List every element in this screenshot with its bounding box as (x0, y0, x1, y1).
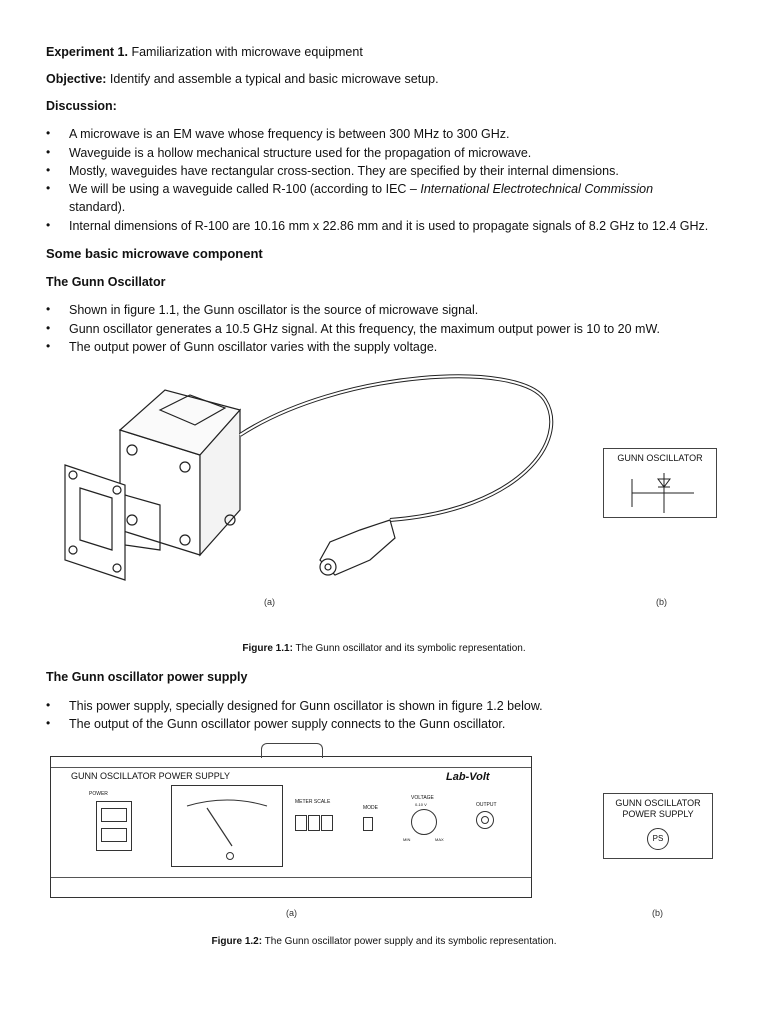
figure-1-1-label-a: (a) (264, 597, 275, 607)
gunn-bullet-2: Gunn oscillator generates a 10.5 GHz signal. At this frequency, the maximum output power is 10 to 20 mW. (69, 322, 661, 336)
discussion-bullet-4 (69, 181, 653, 197)
psu-symbol-ps: PS (647, 828, 669, 850)
scale-button-2 (308, 815, 320, 831)
objective-label: Objective: (46, 72, 107, 86)
power-label: POWER (89, 791, 108, 797)
discussion-bullet-5: Internal dimensions of R-100 are 10.16 mm x 22.86 mm and it is used to propagate signals of 8.2 GHz to 12.4 GHz. (69, 219, 709, 233)
mode-switch (363, 817, 373, 831)
discussion-bullet-1: A microwave is an EM wave whose frequency is between 300 MHz to 300 GHz. (69, 127, 510, 141)
gunn-diode-symbol-icon (624, 467, 704, 513)
panel-bottom-rule (51, 877, 531, 878)
bullet-marker: • (46, 145, 51, 159)
bullet-marker: • (46, 321, 51, 335)
bullet-marker: • (46, 181, 51, 195)
discussion-bullet-4-text: We will be using a waveguide called R-100 (according to IEC – (69, 182, 421, 196)
gunn-symbol-label: GUNN OSCILLATOR (617, 453, 703, 463)
mode-label: MODE (363, 805, 378, 811)
meter-scale-label: METER SCALE (295, 799, 331, 805)
figure-1-2-caption-label: Figure 1.2: (211, 936, 263, 947)
bullet-marker: • (46, 716, 51, 730)
discussion-bullet-4-italic: International Electrotechnical Commission (420, 182, 654, 196)
figure-1-2-label-b: (b) (652, 908, 663, 918)
gunn-oscillator-symbol (603, 448, 717, 518)
output-label: OUTPUT (476, 802, 497, 808)
figure-1-2-caption-text: The Gunn oscillator power supply and its symbolic representation. (262, 936, 557, 947)
figure-1-2-caption (0, 936, 768, 947)
experiment-title (46, 44, 363, 60)
figure-1-1-caption-label: Figure 1.1: (242, 643, 293, 654)
experiment-name: Familiarization with microwave equipment (131, 45, 363, 59)
discussion-bullet-4-continuation: standard). (69, 200, 126, 214)
gunn-oscillator-drawing (40, 370, 600, 590)
psu-bullet-1: This power supply, specially designed for Gunn oscillator is shown in figure 1.2 below. (69, 699, 543, 713)
output-connector (476, 811, 494, 829)
meter-needle-icon (172, 786, 282, 866)
figure-1-1-label-b: (b) (656, 597, 667, 607)
power-supply-panel (50, 756, 532, 898)
bullet-marker: • (46, 302, 51, 316)
panel-handle (261, 743, 323, 758)
figure-1-2-label-a: (a) (286, 908, 297, 918)
brand-logo: Lab-Volt (446, 771, 490, 783)
discussion-heading: Discussion: (46, 99, 117, 113)
objective-text: Identify and assemble a typical and basic microwave setup. (109, 72, 439, 86)
scale-button-1 (295, 815, 307, 831)
voltage-label: VOLTAGE (411, 795, 434, 801)
bullet-marker: • (46, 339, 51, 353)
figure-1-1-caption-text: The Gunn oscillator and its symbolic representation. (292, 643, 526, 654)
bullet-marker: • (46, 126, 51, 140)
voltage-min-label: MIN (403, 837, 411, 842)
power-switch (96, 801, 132, 851)
section-heading: Some basic microwave component (46, 246, 263, 261)
experiment-label: Experiment 1. (46, 45, 128, 59)
psu-symbol-line1: GUNN OSCILLATOR (615, 798, 701, 808)
gunn-bullet-3: The output power of Gunn oscillator varies with the supply voltage. (69, 340, 438, 354)
psu-symbol-line2: POWER SUPPLY (622, 809, 694, 819)
figure-1-1-caption (0, 643, 768, 654)
voltage-knob (411, 809, 437, 835)
discussion-bullet-2: Waveguide is a hollow mechanical structure used for the propagation of microwave. (69, 146, 532, 160)
gunn-bullet-1: Shown in figure 1.1, the Gunn oscillator is the source of microwave signal. (69, 303, 479, 317)
panel-top-rule (51, 767, 531, 768)
voltage-max-label: MAX (435, 837, 444, 842)
panel-title: GUNN OSCILLATOR POWER SUPPLY (71, 771, 231, 781)
psu-heading: The Gunn oscillator power supply (46, 670, 248, 684)
objective-line (46, 71, 439, 87)
meter-display (171, 785, 283, 867)
discussion-bullet-3: Mostly, waveguides have rectangular cross-section. They are specified by their internal dimensions. (69, 164, 619, 178)
bullet-marker: • (46, 163, 51, 177)
psu-bullet-2: The output of the Gunn oscillator power supply connects to the Gunn oscillator. (69, 717, 506, 731)
gunn-heading: The Gunn Oscillator (46, 275, 166, 289)
voltage-range: 0-10 V (415, 802, 427, 807)
bullet-marker: • (46, 218, 51, 232)
scale-button-3 (321, 815, 333, 831)
power-supply-symbol (603, 793, 713, 859)
bullet-marker: • (46, 698, 51, 712)
